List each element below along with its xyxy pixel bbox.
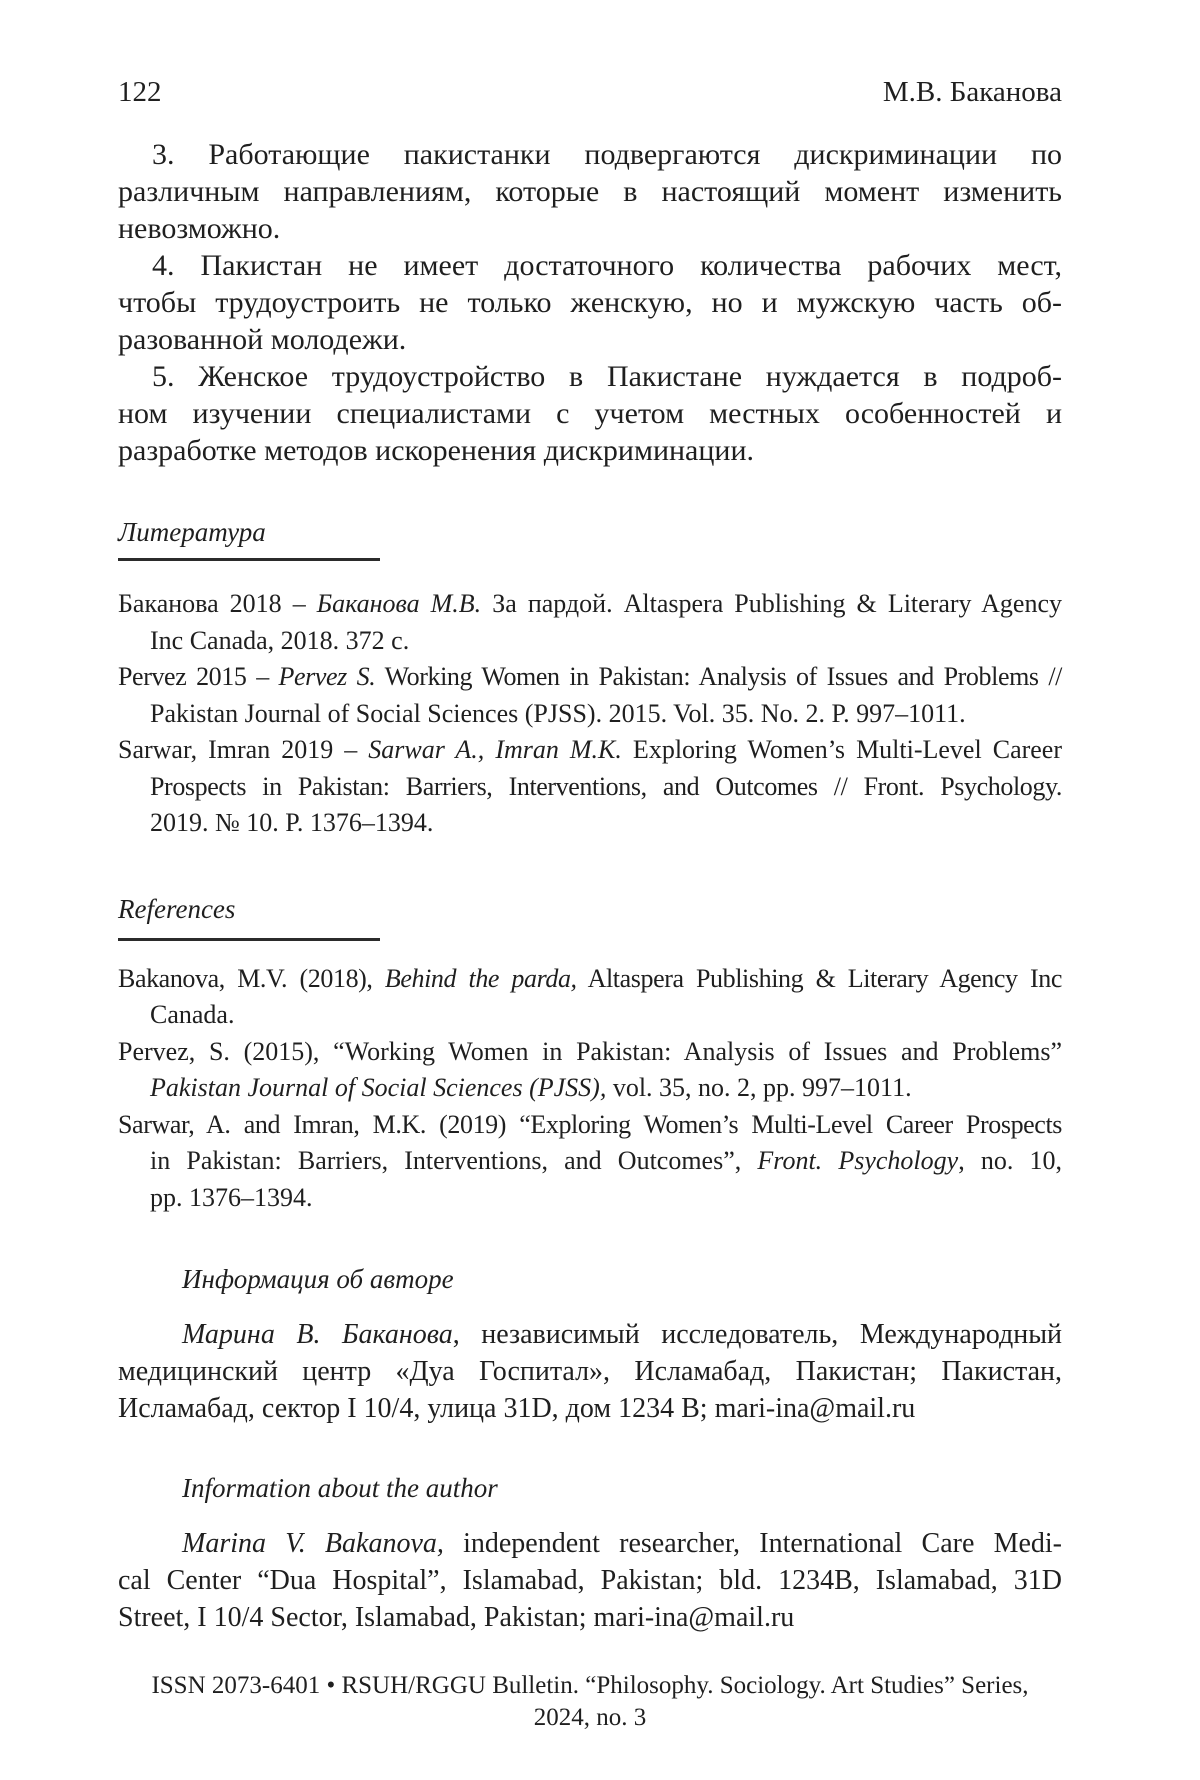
footer-issue-line: 2024, no. 3 — [533, 1704, 647, 1731]
literature-section-header — [118, 515, 1062, 561]
reference-entry-pervez — [118, 1034, 1062, 1107]
text-line — [118, 997, 1062, 1034]
text-line — [118, 321, 1062, 358]
text-segment: Working Women in Pakistan: Analysis of Issues and Problems // — [375, 662, 1063, 691]
italic-text-segment: Marina V. Bakanova, — [182, 1528, 444, 1559]
author-info-en-heading: Information about the author — [182, 1473, 498, 1503]
text-segment: Altaspera Publishing & Literary Agency Inc — [576, 963, 1063, 993]
text-line — [118, 1390, 1062, 1427]
text-segment: За пардой. Altaspera Publishing & Literary Agency — [481, 589, 1062, 618]
text-line — [118, 1070, 1062, 1107]
literature-entry-sarwar — [118, 732, 1062, 842]
text-segment: разработке методов искоренения дискриминации. — [118, 434, 755, 467]
author-info-ru-section — [118, 1262, 1062, 1427]
references-list — [118, 961, 1062, 1217]
text-segment: различным направлениям, которые в настоящий момент изменить — [118, 175, 1062, 208]
reference-entry-bakanova — [118, 961, 1062, 1034]
text-segment: медицинский центр «Дуа Госпитал», Исламабад, Пакистан; Пакистан, — [118, 1356, 1062, 1387]
italic-text-segment: Pakistan Journal of Social Sciences (PJSS), — [150, 1073, 607, 1102]
text-line — [118, 586, 1062, 623]
author-info-ru-text — [118, 1316, 1062, 1427]
italic-text-segment: Баканова М.В. — [316, 589, 482, 618]
text-segment: чтобы трудоустроить не только женскую, но и мужскую часть об- — [118, 286, 1062, 319]
conclusions-section — [118, 136, 1062, 469]
text-segment: , no. 10, — [958, 1146, 1062, 1175]
text-line — [118, 136, 1062, 173]
author-info-en-text — [118, 1525, 1062, 1636]
text-line — [118, 805, 1062, 842]
references-heading-rule — [118, 938, 380, 941]
literature-heading: Литература — [118, 517, 266, 547]
italic-text-segment: Front. Psychology — [757, 1146, 959, 1175]
text-line — [118, 1107, 1062, 1144]
footer-issn-line: ISSN 2073-6401 • RSUH/RGGU Bulletin. “Philosophy. Sociology. Art Studies” Series, — [151, 1672, 1029, 1699]
text-line — [118, 696, 1062, 733]
text-line — [118, 1143, 1062, 1180]
text-line — [118, 769, 1062, 806]
references-heading: References — [118, 893, 236, 924]
text-segment: Bakanova, M.V. (2018), — [118, 963, 385, 993]
text-segment: Street, I 10/4 Sector, Islamabad, Pakistan; mari-ina@mail.ru — [118, 1602, 795, 1633]
text-segment: разованной молодежи. — [118, 323, 407, 356]
text-line — [118, 961, 1062, 998]
running-head — [118, 75, 1062, 109]
italic-text-segment: Behind the parda, — [384, 963, 577, 993]
text-line — [118, 1316, 1062, 1353]
text-segment: Баканова 2018 – — [118, 589, 317, 618]
text-segment: vol. 35, no. 2, pp. 997–1011. — [606, 1073, 912, 1102]
text-segment: Pervez, S. (2015), “Working Women in Pakistan: Analysis of Issues and Problems” — [118, 1036, 1062, 1066]
reference-entry-sarwar — [118, 1107, 1062, 1217]
text-segment: Sarwar, Imran 2019 – — [118, 735, 369, 764]
text-segment: ном изучении специалистами с учетом местных особенностей и — [118, 397, 1062, 430]
text-line — [118, 659, 1062, 696]
page-number: 122 — [118, 76, 162, 108]
text-segment: 5. Женское трудоустройство в Пакистане нуждается в подроб- — [152, 360, 1062, 393]
text-segment: in Pakistan: Barriers, Interventions, and Outcomes”, — [150, 1146, 758, 1175]
text-segment: 4. Пакистан не имеет достаточного количества рабочих мест, — [152, 249, 1062, 282]
text-segment: Exploring Women’s Multi-Level Career — [621, 735, 1063, 764]
literature-list — [118, 586, 1062, 842]
conclusion-paragraph-4 — [118, 247, 1062, 358]
italic-text-segment: Марина В. Баканова — [182, 1319, 453, 1350]
text-line — [118, 1180, 1062, 1217]
text-line — [118, 432, 1062, 469]
text-segment: 2019. № 10. P. 1376–1394. — [150, 808, 434, 837]
author-info-en-section — [118, 1471, 1062, 1636]
literature-heading-rule — [118, 558, 380, 561]
text-segment: Prospects in Pakistan: Barriers, Interventions, and Outcomes // Front. Psychology. — [150, 771, 1062, 801]
text-line — [118, 358, 1062, 395]
text-line — [118, 247, 1062, 284]
text-segment: Pakistan Journal of Social Sciences (PJSS). 2015. Vol. 35. No. 2. P. 997–1011. — [150, 698, 966, 728]
text-line — [118, 173, 1062, 210]
text-line — [118, 395, 1062, 432]
conclusion-paragraph-3 — [118, 136, 1062, 247]
italic-text-segment: Pervez S. — [278, 662, 376, 691]
text-line — [118, 284, 1062, 321]
text-segment: 3. Работающие пакистанки подвергаются дискриминации по — [152, 138, 1062, 171]
italic-text-segment: Sarwar A., Imran M.K. — [368, 735, 622, 764]
text-segment: independent researcher, International Care Medi- — [443, 1528, 1063, 1559]
text-line — [118, 1599, 1062, 1636]
text-segment: Sarwar, A. and Imran, M.K. (2019) “Exploring Women’s Multi-Level Career Prospects — [118, 1109, 1062, 1139]
text-line — [118, 732, 1062, 769]
text-segment: Canada. — [150, 1000, 235, 1029]
text-line — [118, 623, 1062, 660]
text-line — [118, 1353, 1062, 1390]
conclusion-paragraph-5 — [118, 358, 1062, 469]
text-segment: невозможно. — [118, 212, 281, 245]
text-segment: Inc Canada, 2018. 372 с. — [150, 625, 410, 655]
text-segment: cal Center “Dua Hospital”, Islamabad, Pakistan; bld. 1234B, Islamabad, 31D — [118, 1565, 1062, 1596]
text-segment: , независимый исследователь, Международный — [452, 1319, 1062, 1350]
running-head-author: М.В. Баканова — [882, 76, 1062, 108]
text-line — [118, 210, 1062, 247]
references-section-header — [118, 892, 1062, 941]
journal-footer — [118, 1670, 1062, 1734]
literature-entry-pervez — [118, 659, 1062, 732]
text-line — [118, 1562, 1062, 1599]
text-segment: Pervez 2015 – — [118, 662, 279, 691]
literature-entry-bakanova — [118, 586, 1062, 659]
text-segment: pp. 1376–1394. — [150, 1182, 313, 1212]
text-line — [118, 1034, 1062, 1071]
author-info-ru-heading: Информация об авторе — [182, 1264, 454, 1294]
text-segment: Исламабад, сектор I 10/4, улица 31D, дом 1234 B; mari-ina@mail.ru — [118, 1393, 916, 1424]
text-line — [118, 1525, 1062, 1562]
